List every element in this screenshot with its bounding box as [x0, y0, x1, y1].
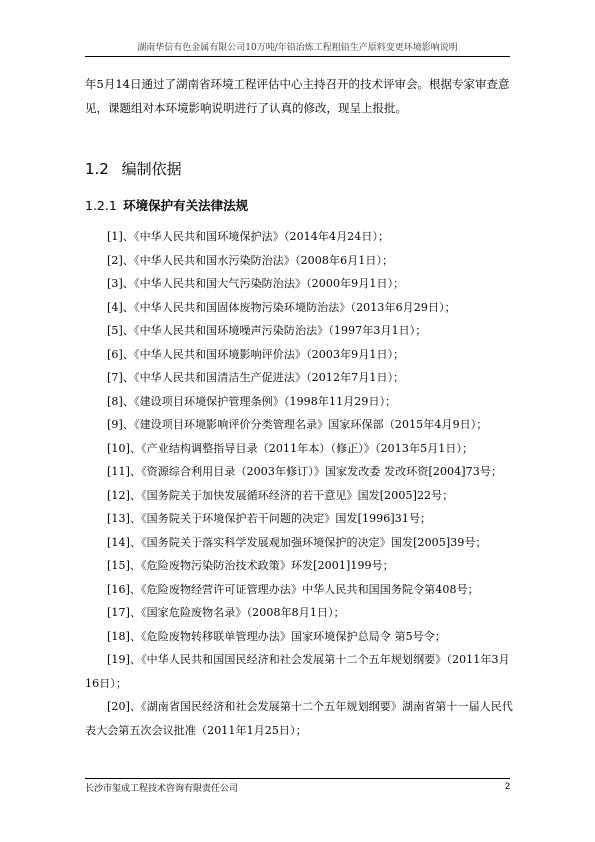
reference-item: [13]、《国务院关于环境保护若干问题的决定》国发[1996]31号；	[107, 512, 432, 525]
page-number: 2	[504, 781, 510, 791]
reference-item: [10]、《产业结构调整指导目录（2011年本）（修正）》（2013年5月1日）；	[107, 441, 474, 455]
reference-item: [9]、《建设项目环境影响评价分类管理名录》国家环保部（2015年4月9日）；	[107, 418, 488, 431]
header-divider	[85, 56, 510, 57]
intro-paragraph: 年5月14日通过了湖南省环境工程评估中心主持召开的技术评审会。根据专家审查意见，课题组对本环境影响说明进行了认真的修改，现呈上报批。	[85, 77, 510, 115]
reference-item: [8]、《建设项目环境保护管理条例》（1998年11月29日）；	[107, 394, 397, 408]
reference-item: [20]、《湖南省国民经济和社会发展第十二个五年规划纲要》湖南省第十一届人民代表大会第五次会议批准（2011年1月25日）；	[85, 700, 513, 737]
reference-item: [17]、《国家危险废物名录》（2008年8月1日）；	[107, 606, 345, 619]
reference-item: [19]、《中华人民共和国国民经济和社会发展第十二个五年规划纲要》（2011年3月16日）；	[85, 653, 510, 690]
reference-list	[85, 225, 515, 742]
subsection-number: 1.2.1	[85, 198, 117, 213]
reference-item: [16]、《危险废物经营许可证管理办法》中华人民共和国国务院令第408号；	[107, 582, 479, 596]
reference-item: [5]、《中华人民共和国环境噪声污染防治法》（1997年3月1日）；	[107, 324, 427, 337]
reference-item: [3]、《中华人民共和国大气污染防治法》（2000年9月1日）；	[107, 277, 405, 290]
footer-company: 长沙市玺成工程技术咨询有限责任公司	[85, 784, 239, 794]
footer-divider	[85, 778, 510, 779]
subsection-heading	[85, 196, 248, 214]
reference-item: [7]、《中华人民共和国清洁生产促进法》（2012年7月1日）；	[107, 371, 405, 384]
reference-item: [14]、《国务院关于落实科学发展观加强环境保护的决定》国发[2005]39号；	[107, 535, 487, 549]
subsection-title: 环境保护有关法律法规	[123, 198, 249, 213]
reference-item: [15]、《危险废物污染防治技术政策》环发[2001]199号；	[107, 559, 394, 572]
reference-item: [18]、《危险废物转移联单管理办法》国家环境保护总局令 第5号令；	[107, 629, 446, 643]
reference-item: [11]、《资源综合利用目录（2003年修订）》国家发改委 发改环资[2004]73号；	[107, 465, 503, 478]
reference-item: [4]、《中华人民共和国固体废物污染环境防治法》（2013年6月29日）；	[107, 300, 456, 314]
reference-item: [2]、《中华人民共和国水污染防治法》（2008年6月1日）；	[107, 253, 394, 267]
section-number: 1.2	[85, 160, 109, 178]
reference-item: [12]、《国务院关于加快发展循环经济的若干意见》国发[2005]22号；	[107, 488, 454, 502]
reference-item: [6]、《中华人民共和国环境影响评价法》（2003年9月1日）；	[107, 347, 405, 361]
section-title: 编制依据	[121, 160, 182, 178]
reference-item: [1]、《中华人民共和国环境保护法》（2014年4月24日）；	[107, 230, 390, 243]
section-heading	[85, 158, 182, 179]
page-header: 湖南华信有色金属有限公司10万吨/年铅冶炼工程粗铅生产原料变更环境影响说明	[137, 43, 458, 53]
